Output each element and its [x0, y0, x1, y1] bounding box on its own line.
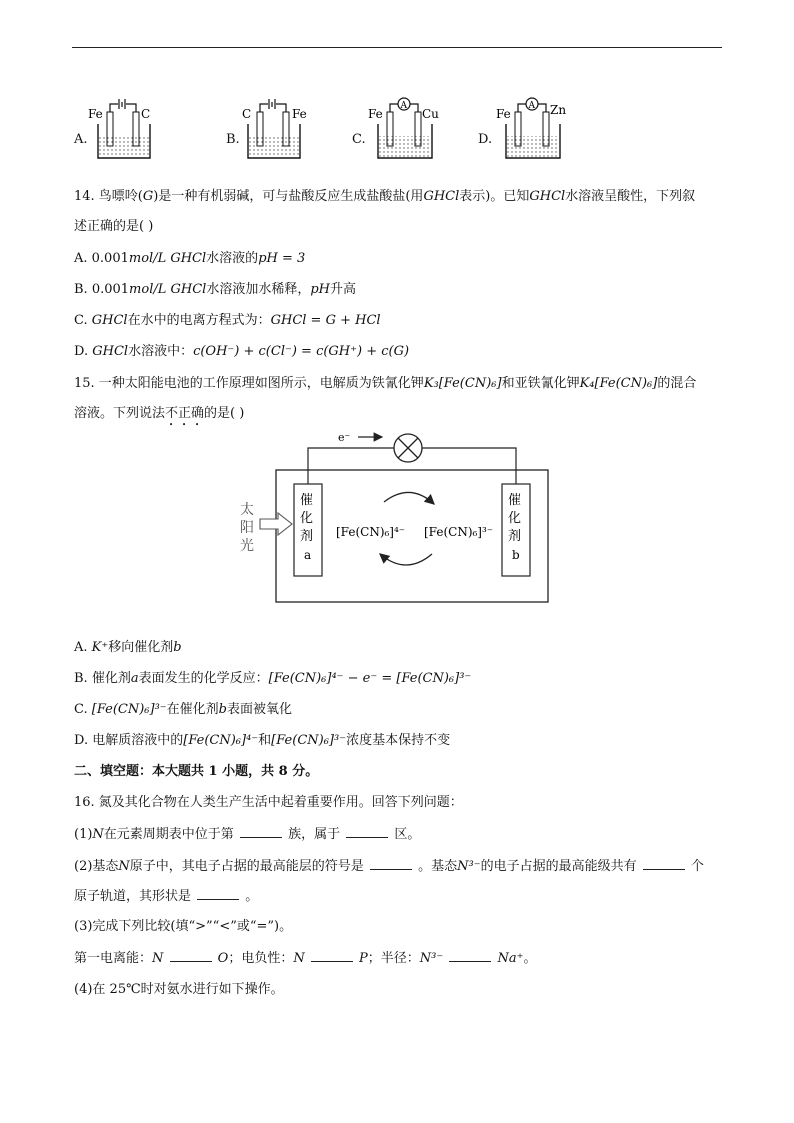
electrode-left-label: Fe [496, 107, 511, 121]
answer-blank[interactable] [346, 826, 388, 838]
svg-text:b: b [512, 548, 520, 562]
electrode-right-label: Cu [422, 107, 439, 121]
answer-blank[interactable] [170, 950, 212, 962]
svg-text:A: A [400, 101, 407, 111]
option-d-label: D. [478, 132, 493, 147]
answer-blank[interactable] [643, 858, 685, 870]
electrode-right-label: Fe [292, 107, 307, 121]
cycle-arrow-top [384, 492, 434, 504]
q14-stem-line1: 14. 鸟嘌呤(G)是一种有机弱碱，可与盐酸反应生成盐酸盐(用GHCl表示)。已知GHCl水溶液呈酸性，下列叙 [74, 189, 696, 204]
q16-part2-line2: 原子轨道，其形状是 。 [74, 889, 259, 904]
q16-part4: (4)在 25℃时对氨水进行如下操作。 [74, 982, 284, 997]
q16-part2-line1: (2)基态N原子中，其电子占据的最高能层的符号是 。基态N³⁻的电子占据的最高能级共有 个 [74, 859, 704, 874]
svg-text:a: a [304, 548, 312, 562]
q15-option-d[interactable]: D. 电解质溶液中的[Fe(CN)₆]⁴⁻和[Fe(CN)₆]³⁻浓度基本保持不变 [74, 733, 451, 748]
section-heading: 二、填空题：本大题共 1 小题，共 8 分。 [74, 764, 319, 779]
electrode-right-label: Zn [550, 103, 567, 117]
svg-text:化: 化 [508, 511, 522, 526]
svg-text:催: 催 [508, 493, 522, 508]
q15-option-a[interactable]: A. K⁺移向催化剂b [74, 640, 182, 655]
answer-blank[interactable] [197, 888, 239, 900]
electrode-left-label: Fe [368, 107, 383, 121]
solar-cell-diagram [234, 428, 554, 608]
q15-option-c[interactable]: C. [Fe(CN)₆]³⁻在催化剂b表面被氧化 [74, 702, 293, 717]
q14-option-c[interactable]: C. GHCl在水中的电离方程式为：GHCl = G + HCl [74, 313, 381, 328]
option-b-label: B. [226, 132, 240, 147]
q16-part3-compare: 第一电离能：N O；电负性：N P；半径：N³⁻ Na⁺。 [74, 951, 537, 966]
option-c-label: C. [352, 132, 366, 147]
cell-d-diagram [494, 94, 574, 162]
electrode-left-label: C [242, 107, 252, 121]
answer-blank[interactable] [370, 858, 412, 870]
ion-ferrocyanide: [Fe(CN)₆]⁴⁻ [336, 525, 406, 539]
svg-text:剂: 剂 [508, 529, 522, 544]
svg-text:剂: 剂 [300, 529, 314, 544]
svg-text:光: 光 [240, 538, 254, 554]
q14-option-a[interactable]: A. 0.001mol/L GHCl水溶液的pH = 3 [74, 251, 306, 266]
svg-text:化: 化 [300, 511, 314, 526]
cell-c-diagram [366, 94, 446, 162]
q16-part1: (1)N在元素周期表中位于第 族，属于 区。 [74, 827, 421, 842]
header-rule [72, 47, 722, 48]
svg-text:阳: 阳 [240, 520, 254, 536]
q16-stem: 16. 氮及其化合物在人类生产生活中起着重要作用。回答下列问题： [74, 795, 463, 810]
cell-a-diagram [86, 96, 166, 162]
answer-blank[interactable] [240, 826, 282, 838]
q14-option-d[interactable]: D. GHCl水溶液中：c(OH⁻) + c(Cl⁻) = c(GH⁺) + c(G) [74, 344, 410, 359]
ion-ferricyanide: [Fe(CN)₆]³⁻ [424, 525, 494, 539]
q14-stem-line2: 述正确的是( ) [74, 219, 154, 234]
electrode-left-label: Fe [88, 107, 103, 121]
q16-part3: (3)完成下列比较(填“>”“<”或“=”)。 [74, 919, 293, 934]
cell-b-diagram [236, 96, 316, 162]
svg-text:催: 催 [300, 493, 314, 508]
q15-option-b[interactable]: B. 催化剂a表面发生的化学反应：[Fe(CN)₆]⁴⁻ − e⁻ = [Fe(CN)₆]³⁻ [74, 671, 472, 686]
electrode-right-label: C [141, 107, 151, 121]
svg-text:A: A [528, 101, 535, 111]
emphasis-not-correct: 不正确 [165, 406, 205, 421]
q15-stem-line1: 15. 一种太阳能电池的工作原理如图所示，电解质为铁氰化钾K₃[Fe(CN)₆]和亚铁氰化钾K₄[Fe(CN)₆]的混合 [74, 376, 697, 391]
answer-blank[interactable] [311, 950, 353, 962]
option-a-label: A. [74, 132, 88, 147]
answer-blank[interactable] [449, 950, 491, 962]
q14-option-b[interactable]: B. 0.001mol/L GHCl水溶液加水稀释，pH升高 [74, 282, 357, 297]
cycle-arrow-bottom [380, 554, 432, 565]
q15-stem-line2: 溶液。下列说法不正确的是( ) [74, 406, 245, 421]
electron-label: e⁻ [338, 431, 351, 444]
svg-text:太: 太 [240, 502, 254, 518]
